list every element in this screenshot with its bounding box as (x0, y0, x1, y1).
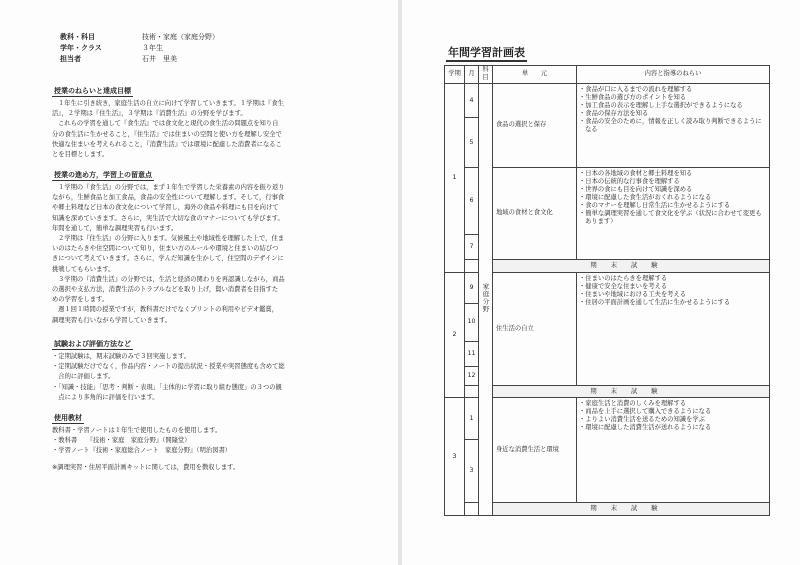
semester-cell: 1 (445, 83, 465, 272)
subject-label: 教科・科目 (60, 33, 95, 41)
aims-section (52, 86, 362, 160)
left-page (0, 0, 398, 565)
method-title: 授業の進め方，学習上の留意点 (54, 171, 152, 179)
table-row (445, 167, 770, 234)
month-cell: 6 (465, 167, 479, 234)
month-cell: 4 (465, 83, 479, 118)
grade-row (60, 43, 219, 54)
method-line: めの学習をします。 (52, 296, 109, 304)
method-line: ながら，生鮮食品と加工食品，食品の安全性について理解します。そして，行事食 (52, 194, 285, 202)
objective-item: ・食のマナーを理解し日常生活に生かせるようにする (579, 201, 731, 209)
aims-line: これらの学習を通して『食生活』では食文化と現代の食生活の問題点を知り自 (58, 120, 279, 128)
month-cell: 11 (465, 341, 479, 366)
objectives-cell (577, 398, 770, 503)
objective-item: ・よりよい消費生活を送るための知識を学ぶ (579, 416, 705, 424)
unit-cell: 食品の選択と保存 (493, 83, 577, 167)
method-line: ２学期は『住生活』の分野に入ります。気候風土や地域性を理解した上で，住ま (58, 235, 285, 243)
evaluation-line: ・定期試験は，期末試験のみで３回実施します。 (52, 353, 191, 360)
objective-item: ・簡単な調理実習を通して食文化を学ぶ（状況に合わせて変更もあります） (579, 209, 762, 225)
method-line: 週１回１時間の授業ですが，教科書だけでなくプリントの利用やビデオ鑑賞， (58, 306, 279, 314)
evaluation-line: ・定期試験だけでなく，作品内容・ノートの提出状況・授業や実習態度も含めて総 (52, 363, 285, 371)
materials-line: ・学習ノート『技術・家庭総合ノート 家庭分野』（明治図書） (52, 447, 232, 455)
table-row (445, 272, 770, 303)
aims-line: とを目標とします。 (52, 151, 109, 159)
teacher-value: 石井 里美 (142, 55, 177, 63)
subject-value: 技術・家庭（家庭分野） (142, 33, 219, 41)
exam-label: 期末試験 (493, 260, 770, 273)
materials-section (52, 413, 362, 473)
objective-item: ・日本の伝統的な行事食を理解する (579, 177, 680, 185)
objective-item: ・食品が口に入るまでの流れを理解する (579, 85, 693, 93)
materials-note: ※調理実習・住居平面計画キットに関しては，費用を徴収します。 (52, 463, 240, 471)
method-line: 年間を通して，簡単な調理実習も行います。 (52, 224, 178, 232)
objective-item: ・世界の食にも目を向けて知識を深める (579, 185, 693, 193)
materials-line: 教科書・学習ノートは１年生で使用したものを使用します。 (52, 427, 222, 434)
course-info (60, 32, 219, 65)
evaluation-section (52, 339, 362, 403)
table-row (445, 83, 770, 118)
aims-title: 授業のねらいと達成目標 (54, 87, 131, 95)
method-line: の選択や支払方法，消費生活のトラブルなどを取り上げ，賢い消費者を目指すた (52, 286, 279, 294)
materials-line: ・教科書 『技術・家庭 家庭分野』（開隆堂） (52, 437, 191, 445)
semester-cell: 3 (445, 398, 465, 516)
objectives-cell (577, 272, 770, 385)
subject-row (60, 32, 219, 43)
month-cell: 12 (465, 366, 479, 385)
month-cell: 5 (465, 118, 479, 167)
header-month: 月 (465, 66, 479, 84)
objectives-cell (577, 167, 770, 259)
month-cell: 1 (465, 398, 479, 440)
semester-cell: 2 (445, 272, 465, 398)
grade-label: 学年・クラス (60, 44, 102, 52)
method-line: いのはたらきや住空間について知り，住まい方のルールや環境と住まいの結びつ (52, 245, 279, 253)
method-line: や郷土料理など日本の食文化について学習し，海外の食品や料理にも目を向けて (52, 204, 279, 212)
method-line: １学期の『食生活』の分野では，まず１年生で学習した栄養素の内容を振り返り (58, 184, 285, 191)
evaluation-title: 試験および評価方法など (54, 340, 131, 348)
plan-title: 年間学習計画表 (446, 44, 527, 62)
objectives-cell (577, 83, 770, 167)
exam-row (445, 260, 770, 273)
objective-item: ・食品の保存方法を知る (579, 109, 649, 117)
month-cell: 7 (465, 234, 479, 259)
month-cell: 10 (465, 304, 479, 342)
method-section (52, 170, 362, 326)
table-header-row (445, 66, 770, 84)
grade-value: ３年生 (142, 44, 163, 52)
evaluation-line: 点により多角的に評価を行います。 (52, 393, 159, 401)
month-cell: 9 (465, 272, 479, 303)
month-cell: 3 (465, 440, 479, 503)
objective-item: ・加工食品の表示を理解し上手な選択ができるようになる (579, 101, 743, 109)
objective-item: ・生鮮食品の選び方のポイントを知る (579, 93, 687, 101)
exam-row (445, 503, 770, 516)
aims-line: 活』，２学期は『住生活』，３学期は『消費生活』の分野を学びます。 (52, 110, 247, 118)
header-objectives: 内容と指導のねらい (577, 66, 770, 84)
unit-cell: 身近な消費生活と環境 (493, 398, 577, 503)
table-row (445, 398, 770, 440)
exam-label: 期末試験 (493, 385, 770, 398)
evaluation-line: 合的に評価します。 (52, 373, 115, 381)
teacher-label: 担当者 (60, 55, 81, 63)
objective-item: ・環境に配慮した消費生活が送れるようになる (579, 424, 712, 432)
method-line: きについて考えていきます。さらに，学んだ知識を生かして，住空間のデザインに (52, 255, 284, 263)
header-unit: 単 元 (493, 66, 577, 84)
objective-item: ・家庭生活と消費のしくみを理解する (579, 400, 687, 408)
unit-cell: 地域の食材と食文化 (493, 167, 577, 259)
objective-item: ・日本の各地域の食材と郷土料理を知る (579, 169, 693, 177)
evaluation-line: ・「知識・技能」「思考・判断・表現」「主体的に学習に取り組む態度」の３つの観 (52, 383, 282, 391)
objective-item: ・商品を上手に選択して購入できるようになる (579, 408, 712, 416)
aims-line: 快適な住まいを考えられること，『消費生活』では環境に配慮した消費者になるこ (52, 140, 282, 148)
objective-item: ・食品の安全のために，情報を正しく読み取り判断できるようになる (579, 117, 762, 133)
exam-row (445, 385, 770, 398)
subject-cell (479, 83, 493, 515)
objective-item: ・住まいのはたらきを理解する (579, 274, 668, 282)
header-subject: 科目 (479, 66, 493, 84)
objective-item: ・住まいや地域における工夫を考える (579, 290, 687, 298)
method-line: 知識を深めていきます。さらに，実生活で大切な食のマナーについても学びます。 (52, 214, 284, 222)
subject-name: 家庭分野 (481, 282, 490, 313)
method-line: 挑戦してもらいます。 (52, 265, 115, 273)
header-semester: 学期 (445, 66, 465, 84)
aims-line: １年生に引き続き，家庭生活の自立に向けて学習していきます。１学期は『食生 (58, 100, 284, 107)
objective-item: ・環境に配慮した食生活がおくれるようになる (579, 193, 712, 201)
objective-item: ・健康で安全な住まいを考える (579, 282, 668, 290)
teacher-row (60, 54, 219, 65)
materials-title: 使用教材 (54, 414, 82, 422)
unit-cell: 住生活の自立 (493, 272, 577, 385)
exam-label: 期末試験 (493, 503, 770, 516)
annual-plan-table (444, 65, 770, 516)
aims-line: 分の食生活に生かせること，『住生活』では住まいの空間と使い方を理解し安全で (52, 130, 282, 138)
method-line: 調理実習も行いながら学習していきます。 (52, 316, 172, 324)
method-line: ３学期の『消費生活』の分野では，生活と経済の関わりを再認識しながら，商品 (58, 275, 285, 283)
objective-item: ・住居の平面計画を通して生活に生かせるようにする (579, 298, 731, 306)
